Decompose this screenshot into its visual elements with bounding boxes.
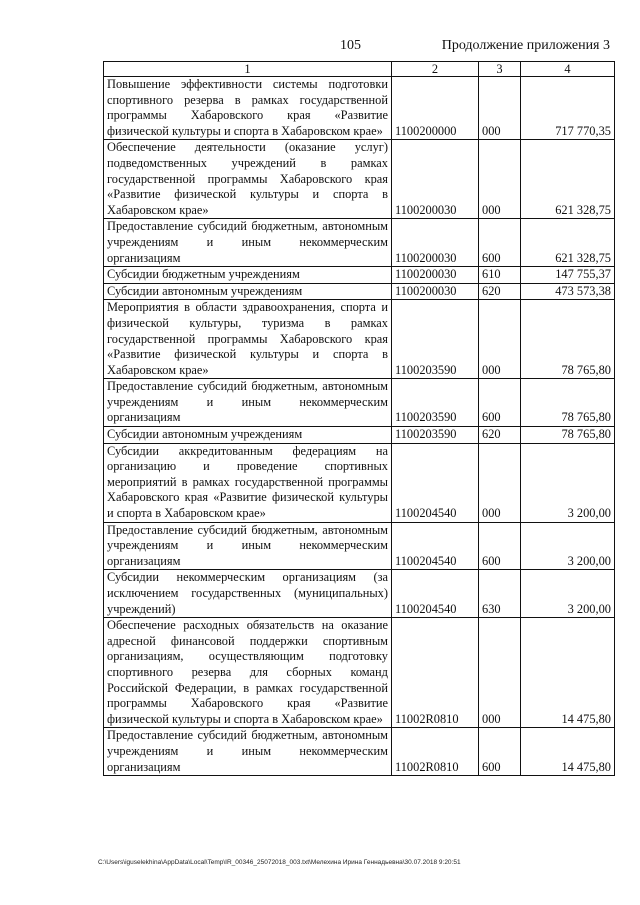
row-type: 600 bbox=[479, 219, 521, 267]
row-sum: 717 770,35 bbox=[521, 77, 615, 140]
column-header-row bbox=[104, 62, 615, 77]
row-type: 600 bbox=[479, 522, 521, 570]
row-code: 1100203590 bbox=[392, 427, 479, 444]
row-sum: 78 765,80 bbox=[521, 427, 615, 444]
page-number: 105 bbox=[340, 38, 361, 53]
row-code: 1100204540 bbox=[392, 522, 479, 570]
table-row bbox=[104, 570, 615, 618]
column-header-name: 1 bbox=[104, 62, 392, 77]
appendix-label: Продолжение приложения 3 bbox=[441, 38, 610, 53]
row-sum: 78 765,80 bbox=[521, 379, 615, 427]
row-type: 000 bbox=[479, 443, 521, 522]
row-code: 1100200030 bbox=[392, 283, 479, 300]
table-row bbox=[104, 77, 615, 140]
row-name: Предоставление субсидий бюджетным, автономным учреждениям и иным некоммерческим организациям bbox=[104, 219, 392, 267]
row-sum: 14 475,80 bbox=[521, 728, 615, 776]
column-header-type: 3 bbox=[479, 62, 521, 77]
row-name: Обеспечение деятельности (оказание услуг) подведомственных учреждений в рамках государственной программы Хабаровского края «Развитие физической культуры и спорта в Хабаровском крае» bbox=[104, 140, 392, 219]
row-name: Предоставление субсидий бюджетным, автономным учреждениям и иным некоммерческим организациям bbox=[104, 522, 392, 570]
row-type: 000 bbox=[479, 140, 521, 219]
row-code: 1100204540 bbox=[392, 443, 479, 522]
row-type: 000 bbox=[479, 300, 521, 379]
row-sum: 473 573,38 bbox=[521, 283, 615, 300]
row-code: 11002R0810 bbox=[392, 618, 479, 728]
row-name: Повышение эффективности системы подготовки спортивного резерва в рамках государственной программы Хабаровского края «Развитие физической культуры и спорта в Хабаровском крае» bbox=[104, 77, 392, 140]
row-type: 630 bbox=[479, 570, 521, 618]
row-name: Предоставление субсидий бюджетным, автономным учреждениям и иным некоммерческим организациям bbox=[104, 728, 392, 776]
column-header-code: 2 bbox=[392, 62, 479, 77]
row-name: Субсидии автономным учреждениям bbox=[104, 283, 392, 300]
row-type: 610 bbox=[479, 267, 521, 284]
row-type: 000 bbox=[479, 618, 521, 728]
row-name: Субсидии некоммерческим организациям (за исключением государственных (муниципальных) учреждений) bbox=[104, 570, 392, 618]
row-name: Предоставление субсидий бюджетным, автономным учреждениям и иным некоммерческим организациям bbox=[104, 379, 392, 427]
row-sum: 3 200,00 bbox=[521, 570, 615, 618]
row-code: 1100200030 bbox=[392, 219, 479, 267]
row-type: 000 bbox=[479, 77, 521, 140]
row-name: Субсидии бюджетным учреждениям bbox=[104, 267, 392, 284]
table-row bbox=[104, 219, 615, 267]
table-row bbox=[104, 140, 615, 219]
column-header-sum: 4 bbox=[521, 62, 615, 77]
row-type: 600 bbox=[479, 379, 521, 427]
row-sum: 78 765,80 bbox=[521, 300, 615, 379]
table-row bbox=[104, 728, 615, 776]
row-name: Обеспечение расходных обязательств на оказание адресной финансовой поддержки спортивным организациям, осуществляющим подготовку спортивного резерва для сборных команд Российской Федерации, в рамках государственной программы Хабаровского края «Развитие физической культуры и спорта в Хабаровском крае» bbox=[104, 618, 392, 728]
row-sum: 14 475,80 bbox=[521, 618, 615, 728]
row-sum: 3 200,00 bbox=[521, 522, 615, 570]
row-code: 11002R0810 bbox=[392, 728, 479, 776]
table-row bbox=[104, 443, 615, 522]
row-name: Субсидии автономным учреждениям bbox=[104, 427, 392, 444]
row-sum: 621 328,75 bbox=[521, 219, 615, 267]
table-row bbox=[104, 283, 615, 300]
row-name: Мероприятия в области здравоохранения, спорта и физической культуры, туризма в рамках государственной программы Хабаровского края «Развитие физической культуры и спорта в Хабаровском крае» bbox=[104, 300, 392, 379]
table-row bbox=[104, 522, 615, 570]
row-sum: 147 755,37 bbox=[521, 267, 615, 284]
footer-file-path: C:\Users\iguselekhina\AppData\Local\Temp\IR_00346_25072018_003.txt\Мелехина Ирина Геннадьевна\30.07.2018 9:20:51 bbox=[98, 859, 461, 866]
row-code: 1100203590 bbox=[392, 300, 479, 379]
table-row bbox=[104, 427, 615, 444]
table-row bbox=[104, 379, 615, 427]
row-type: 620 bbox=[479, 427, 521, 444]
row-type: 620 bbox=[479, 283, 521, 300]
row-code: 1100200030 bbox=[392, 267, 479, 284]
row-type: 600 bbox=[479, 728, 521, 776]
table-row bbox=[104, 618, 615, 728]
row-sum: 3 200,00 bbox=[521, 443, 615, 522]
row-code: 1100200000 bbox=[392, 77, 479, 140]
row-code: 1100203590 bbox=[392, 379, 479, 427]
row-code: 1100200030 bbox=[392, 140, 479, 219]
row-sum: 621 328,75 bbox=[521, 140, 615, 219]
table-row bbox=[104, 300, 615, 379]
table-row bbox=[104, 267, 615, 284]
row-name: Субсидии аккредитованным федерациям на организацию и проведение спортивных мероприятий в рамках государственной программы Хабаровского края «Развитие физической культуры и спорта в Хабаровском крае» bbox=[104, 443, 392, 522]
row-code: 1100204540 bbox=[392, 570, 479, 618]
budget-table bbox=[103, 61, 615, 776]
